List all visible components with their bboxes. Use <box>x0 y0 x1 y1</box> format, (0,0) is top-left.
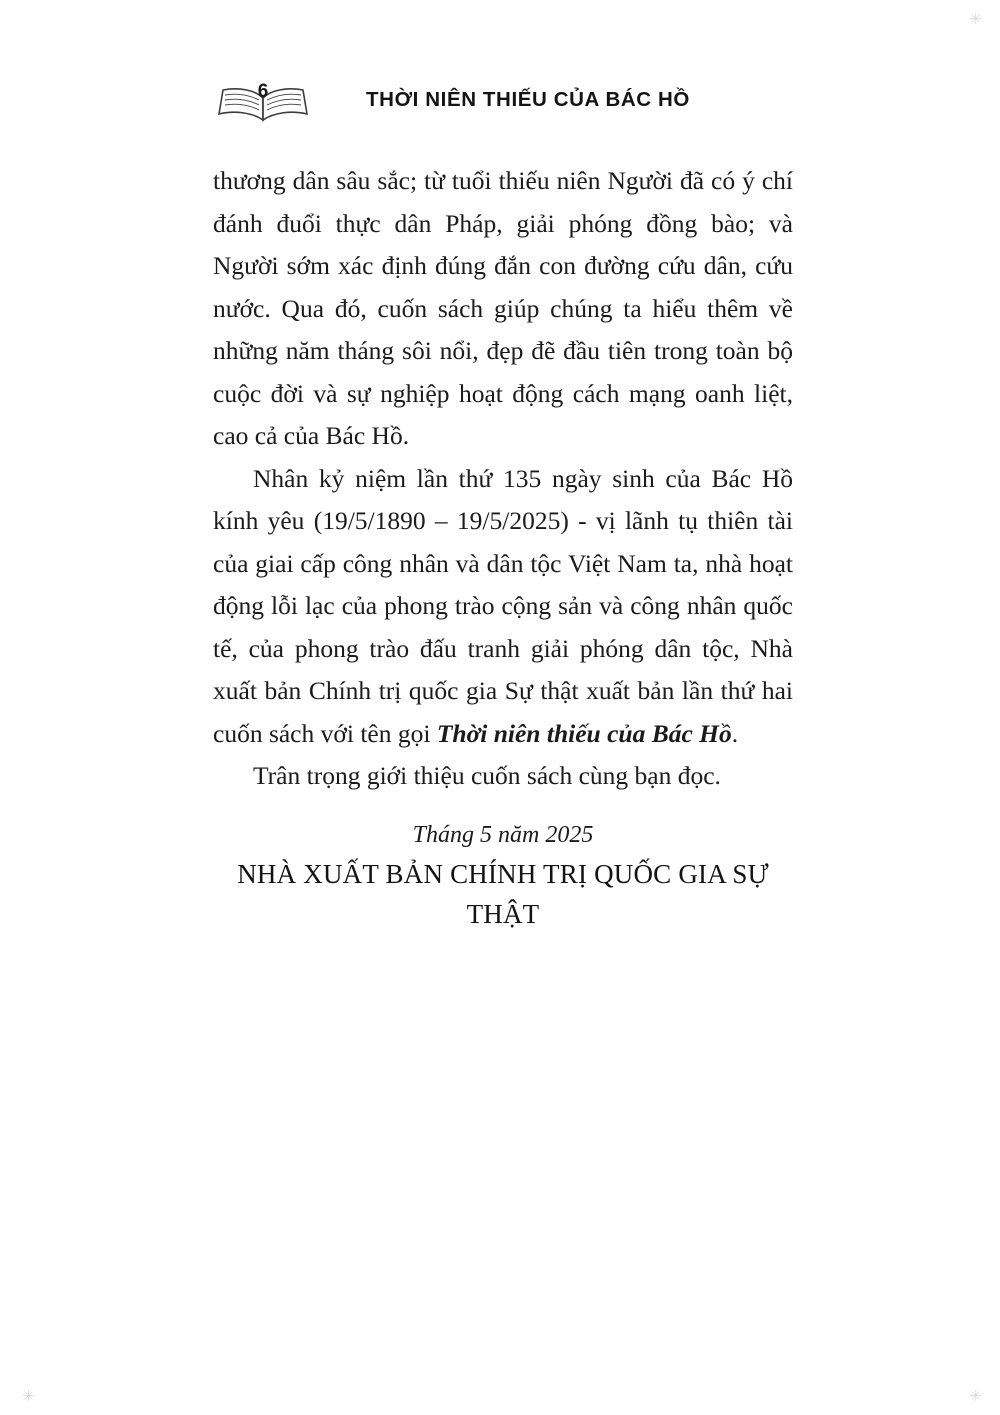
scan-artifact-bottom-left: ✳ <box>22 1387 35 1405</box>
paragraph-anniversary-text-before: Nhân kỷ niệm lần thứ 135 ngày sinh của Bác Hồ kính yêu (19/5/1890 – 19/5/2025) - vị lãnh tụ thiên tài của giai cấp công nhân và dân tộc Việt Nam ta, nhà hoạt động lỗi lạc của phong trào cộng sản và công nhân quốc tế, của phong trào đấu tranh giải phóng dân tộc, Nhà xuất bản Chính trị quốc gia Sự thật xuất bản lần thứ hai cuốn sách với tên gọi <box>213 463 793 748</box>
running-head <box>215 70 785 130</box>
scan-artifact-top-right: ✳ <box>969 10 982 28</box>
running-title: THỜI NIÊN THIẾU CỦA BÁC HỒ <box>366 88 690 111</box>
signoff-date: Tháng 5 năm 2025 <box>412 821 594 848</box>
paragraph-anniversary <box>213 458 793 756</box>
book-title-inline: Thời niên thiếu của Bác Hồ <box>436 718 732 748</box>
open-book-icon <box>215 74 311 126</box>
scan-artifact-bottom-right: ✳ <box>969 1387 982 1405</box>
page-content <box>213 160 793 934</box>
paragraph-anniversary-text-after: . <box>731 718 739 748</box>
paragraph-continued: thương dân sâu sắc; từ tuổi thiếu niên Người đã có ý chí đánh đuổi thực dân Pháp, giải phóng đồng bào; và Người sớm xác định đúng đắn con đường cứu dân, cứu nước. Qua đó, cuốn sách giúp chúng ta hiểu thêm về những năm tháng sôi nổi, đẹp đẽ đầu tiên trong toàn bộ cuộc đời và sự nghiệp hoạt động cách mạng oanh liệt, cao cả của Bác Hồ. <box>213 166 793 450</box>
page-number: 6 <box>257 81 269 102</box>
signoff-block <box>213 816 793 934</box>
paragraph-closing: Trân trọng giới thiệu cuốn sách cùng bạn đọc. <box>253 761 721 790</box>
signoff-publisher: NHÀ XUẤT BẢN CHÍNH TRỊ QUỐC GIA SỰ THẬT <box>237 858 769 929</box>
